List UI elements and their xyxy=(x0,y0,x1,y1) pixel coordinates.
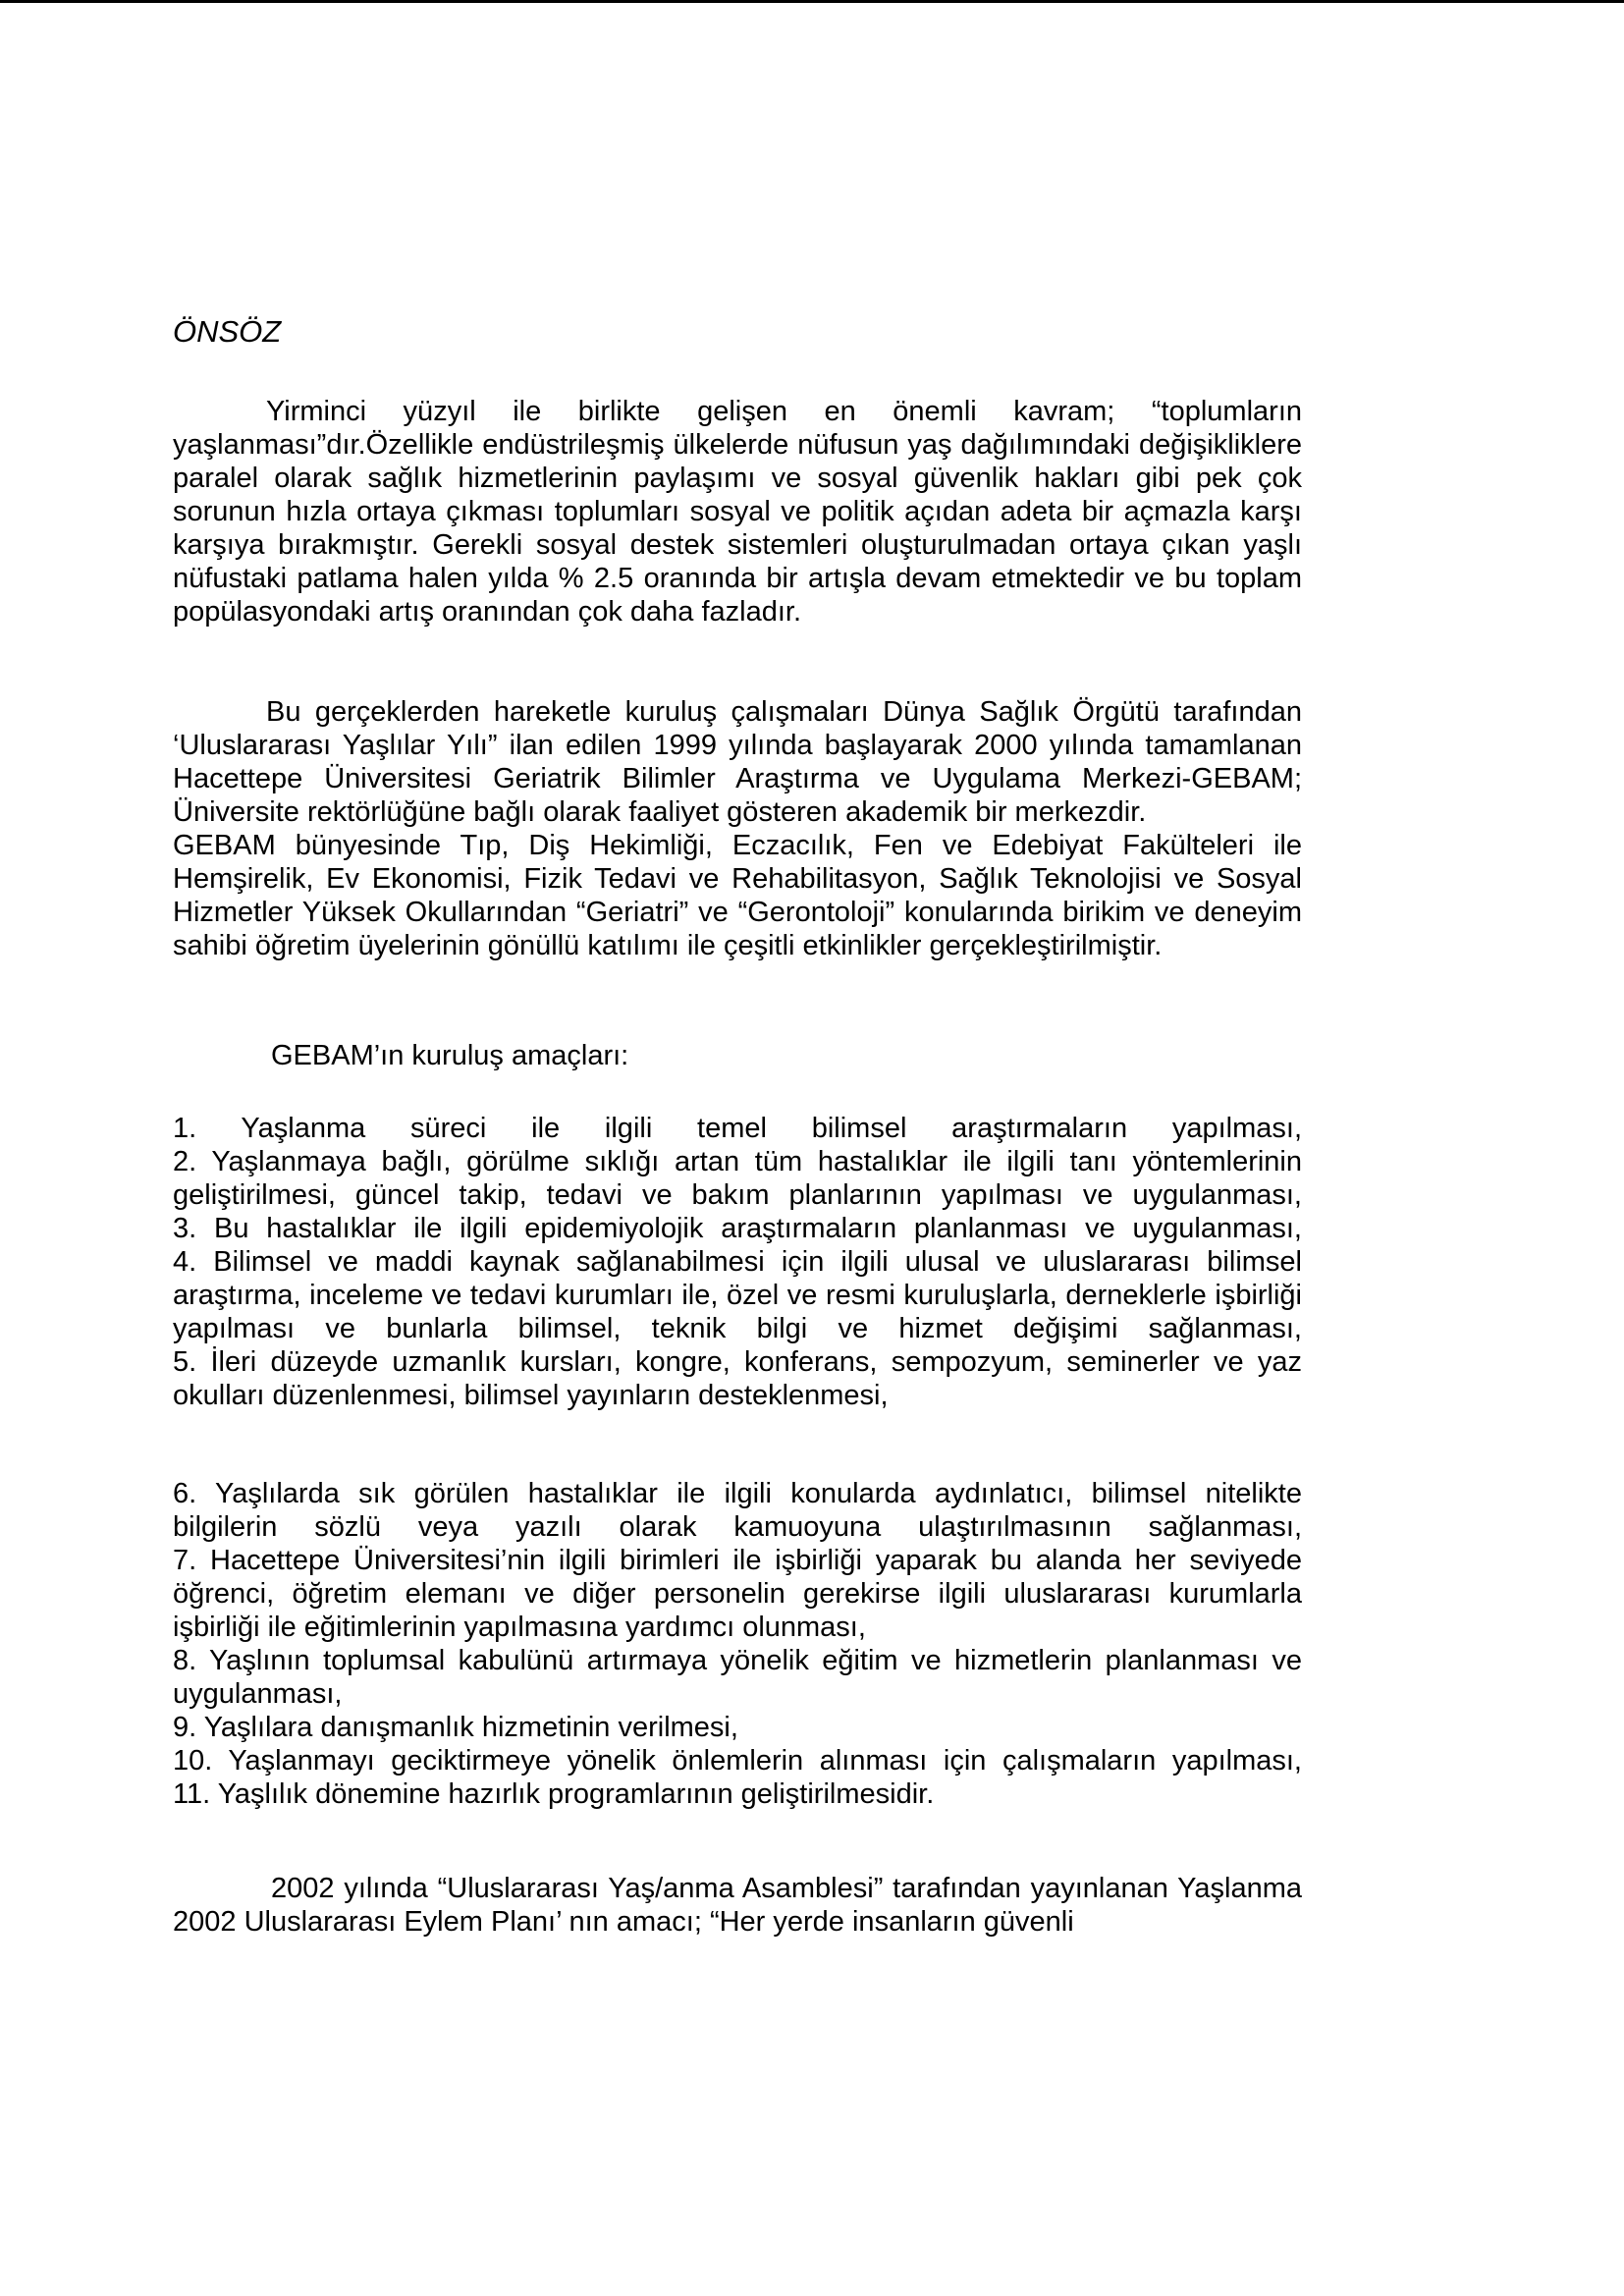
scan-top-edge xyxy=(0,0,1624,3)
page-title: ÖNSÖZ xyxy=(173,314,282,349)
paragraph-closing: 2002 yılında “Uluslararası Yaş/anma Asamblesi” tarafından yayınlanan Yaşlanma 2002 Uluslararası Eylem Planı’ nın amacı; “Her yerde insanların güvenli xyxy=(173,1873,1302,1938)
goal-item-1: 1. Yaşlanma süreci ile ilgili temel bilimsel araştırmaların yapılması, xyxy=(173,1113,1302,1144)
goal-item-2: 2. Yaşlanmaya bağlı, görülme sıklığı artan tüm hastalıklar ile ilgili tanı yöntemlerinin geliştirilmesi, güncel takip, tedavi ve bakım planlarının yapılması ve uygulanması, xyxy=(173,1146,1302,1211)
paragraph-intro: Yirminci yüzyıl ile birlikte gelişen en önemli kavram; “toplumların yaşlanması”dır.Özellikle endüstrileşmiş ülkelerde nüfusun yaş dağılımındaki değişikliklere paralel olarak sağlık hizmetlerinin paylaşımı ve sosyal güvenlik hakları gibi pek çok sorunun hızla ortaya çıkması toplumları sosyal ve politik açıdan adeta bir açmazla karşı karşıya bırakmıştır. Gerekli sosyal destek sistemleri oluşturulmadan ortaya çıkan yaşlı nüfustaki patlama halen yılda % 2.5 oranında bir artışla devam etmektedir ve bu toplam popülasyondaki artış oranından çok daha fazladır. xyxy=(173,396,1302,628)
goal-item-7: 7. Hacettepe Üniversitesi’nin ilgili birimleri ile işbirliği yaparak bu alanda her seviyede öğrenci, öğretim elemanı ve diğer personelin gerekirse ilgili uluslararası kurumlarla işbirliği ile eğitimlerinin yapılmasına yardımcı olunması, xyxy=(173,1545,1302,1643)
paragraph-faculties: GEBAM bünyesinde Tıp, Diş Hekimliği, Eczacılık, Fen ve Edebiyat Fakülteleri ile Hemşirelik, Ev Ekonomisi, Fizik Tedavi ve Rehabilitasyon, Sağlık Teknolojisi ve Sosyal Hizmetler Yüksek Okullarından “Geriatri” ve “Gerontoloji” konularında birikim ve deneyim sahibi öğretim üyelerinin gönüllü katılımı ile çeşitli etkinlikler gerçekleştirilmiştir. xyxy=(173,830,1302,961)
goal-item-6: 6. Yaşlılarda sık görülen hastalıklar ile ilgili konularda aydınlatıcı, bilimsel nitelikte bilgilerin sözlü veya yazılı olarak kamuoyuna ulaştırılmasının sağlanması, xyxy=(173,1478,1302,1543)
goal-item-5: 5. İleri düzeyde uzmanlık kursları, kongre, konferans, sempozyum, seminerler ve yaz okulları düzenlenmesi, bilimsel yayınların desteklenmesi, xyxy=(173,1346,1302,1411)
goal-item-8: 8. Yaşlının toplumsal kabulünü artırmaya yönelik eğitim ve hizmetlerin planlanması ve uygulanması, xyxy=(173,1645,1302,1710)
goal-item-9: 9. Yaşlılara danışmanlık hizmetinin verilmesi, xyxy=(173,1712,738,1743)
goals-heading: GEBAM’ın kuruluş amaçları: xyxy=(271,1040,629,1071)
goal-item-3: 3. Bu hastalıklar ile ilgili epidemiyolojik araştırmaların planlanması ve uygulanması, xyxy=(173,1213,1302,1244)
document-content xyxy=(173,314,1302,1939)
goal-item-4: 4. Bilimsel ve maddi kaynak sağlanabilmesi için ilgili ulusal ve uluslararası bilimsel araştırma, inceleme ve tedavi kurumları ile, özel ve resmi kuruluşlarla, derneklerle işbirliği yapılması ve bunlarla bilimsel, teknik bilgi ve hizmet değişimi sağlanması, xyxy=(173,1246,1302,1344)
goal-item-10: 10. Yaşlanmayı geciktirmeye yönelik önlemlerin alınması için çalışmaların yapılması, xyxy=(173,1745,1302,1777)
goal-item-11: 11. Yaşlılık dönemine hazırlık programlarının geliştirilmesidir. xyxy=(173,1778,935,1810)
paragraph-founding: Bu gerçeklerden hareketle kuruluş çalışmaları Dünya Sağlık Örgütü tarafından ‘Uluslararası Yaşlılar Yılı” ilan edilen 1999 yılında başlayarak 2000 yılında tamamlanan Hacettepe Üniversitesi Geriatrik Bilimler Araştırma ve Uygulama Merkezi-GEBAM; Üniversite rektörlüğüne bağlı olarak faaliyet gösteren akademik bir merkezdir. xyxy=(173,696,1302,828)
